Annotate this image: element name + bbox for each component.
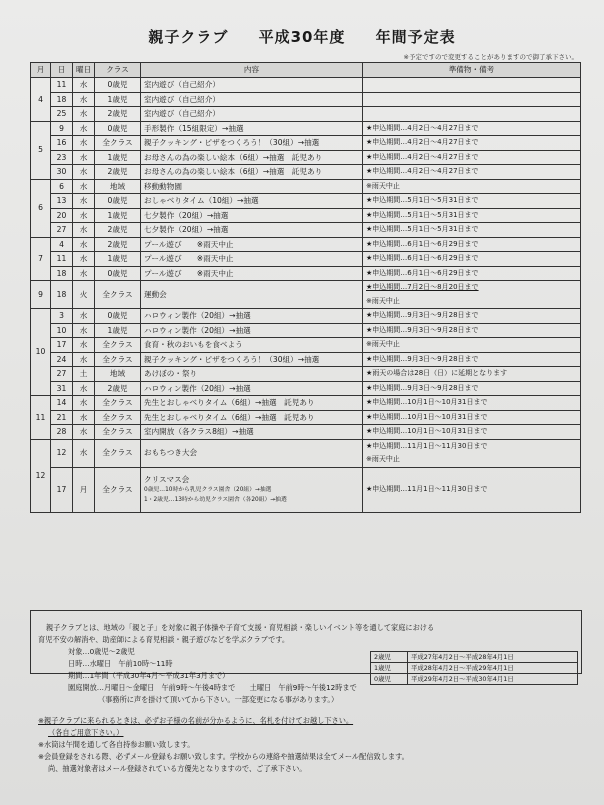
weekday-cell: 水 xyxy=(73,150,95,165)
weekday-cell: 水 xyxy=(73,439,95,467)
weekday-cell: 水 xyxy=(73,410,95,425)
day-cell: 25 xyxy=(51,107,73,122)
day-cell: 11 xyxy=(51,78,73,93)
table-row xyxy=(31,237,581,252)
class-cell: 全クラス xyxy=(95,396,141,411)
note-cell xyxy=(363,281,581,309)
class-cell: 全クラス xyxy=(95,281,141,309)
age-range: 平成28年4月2日～平成29年4月1日 xyxy=(407,663,577,674)
title-club: 親子クラブ xyxy=(148,28,229,46)
note-cell xyxy=(363,78,581,93)
table-row xyxy=(31,281,581,309)
day-cell: 28 xyxy=(51,425,73,440)
day-cell: 3 xyxy=(51,309,73,324)
class-cell: 1歳児 xyxy=(95,323,141,338)
content-cell: 室内遊び（自己紹介） xyxy=(141,78,363,93)
content-cell: あけぼの・祭り xyxy=(141,367,363,382)
content-cell: ハロウィン製作（20組）→抽選 xyxy=(141,323,363,338)
table-row xyxy=(31,223,581,238)
note-cell xyxy=(363,439,581,467)
day-cell: 18 xyxy=(51,92,73,107)
header-content: 内容 xyxy=(141,63,363,78)
table-row xyxy=(31,252,581,267)
weekday-cell: 水 xyxy=(73,338,95,353)
class-cell: 1歳児 xyxy=(95,252,141,267)
header-month: 月 xyxy=(31,63,51,78)
content-cell: おしゃべりタイム（10組）→抽選 xyxy=(141,194,363,209)
table-row xyxy=(31,107,581,122)
content-cell: ハロウィン製作（20組）→抽選 xyxy=(141,381,363,396)
table-row xyxy=(31,136,581,151)
class-cell: 地域 xyxy=(95,367,141,382)
page-title xyxy=(0,26,604,47)
table-row xyxy=(31,381,581,396)
class-cell: 0歳児 xyxy=(95,194,141,209)
table-row xyxy=(31,467,581,512)
class-cell: 2歳児 xyxy=(95,165,141,180)
content-cell: 運動会 xyxy=(141,281,363,309)
content-cell: 室内遊び（自己紹介） xyxy=(141,92,363,107)
note-line: ★申込期間…11月1日～11月30日まで xyxy=(366,441,488,450)
footer-line: 尚、抽選対象者はメール登録されている方優先となりますので、ご了承下さい。 xyxy=(48,764,307,773)
day-cell: 24 xyxy=(51,352,73,367)
table-row xyxy=(31,179,581,194)
content-cell: プール遊び ※雨天中止 xyxy=(141,237,363,252)
class-cell: 0歳児 xyxy=(95,121,141,136)
day-cell: 23 xyxy=(51,150,73,165)
weekday-cell: 土 xyxy=(73,367,95,382)
note-line: ※雨天中止 xyxy=(366,455,400,463)
content-cell: 食育・秋のおいもを食べよう xyxy=(141,338,363,353)
header-class: クラス xyxy=(95,63,141,78)
content-cell xyxy=(141,467,363,512)
day-cell: 27 xyxy=(51,367,73,382)
note-line: ★申込期間…7月2日～8月20日まで xyxy=(366,283,479,291)
content-cell: 移動動物園 xyxy=(141,179,363,194)
age-range: 平成29年4月2日～平成30年4月1日 xyxy=(407,674,577,685)
class-cell: 0歳児 xyxy=(95,266,141,281)
table-row xyxy=(31,150,581,165)
top-note: ※予定ですので変更することがありますので御了承下さい。 xyxy=(403,53,578,61)
day-cell: 10 xyxy=(51,323,73,338)
weekday-cell: 水 xyxy=(73,425,95,440)
note-cell: ★申込期間…5月1日～5月31日まで xyxy=(363,194,581,209)
month-cell: 11 xyxy=(31,396,51,440)
table-row xyxy=(31,338,581,353)
class-cell: 0歳児 xyxy=(95,309,141,324)
garden-open-line: 園庭開放…月曜日～金曜日 午前9時～午後4時まで 土曜日 午前9時～午後12時まで xyxy=(68,683,357,692)
class-cell: 2歳児 xyxy=(95,223,141,238)
class-cell: 全クラス xyxy=(95,439,141,467)
table-row xyxy=(31,92,581,107)
class-cell: 全クラス xyxy=(95,425,141,440)
day-cell: 17 xyxy=(51,338,73,353)
note-cell xyxy=(363,107,581,122)
age-row xyxy=(371,663,578,674)
description-line: 育児不安の解消や、助産師による育児相談・親子遊びなどを学ぶクラブです。 xyxy=(38,635,290,644)
day-cell: 18 xyxy=(51,266,73,281)
footer-line: ※会員登録をされる際、必ずメール登録もお願い致します。学校からの連絡や抽選結果は全てメール配信致します。 xyxy=(38,752,409,761)
content-cell: 手形製作（15組限定）→抽選 xyxy=(141,121,363,136)
weekday-cell: 水 xyxy=(73,208,95,223)
description-line: 親子クラブとは、地域の「親と子」を対象に親子体操や子育て支援・育児相談・楽しいイベント等を通して家庭における xyxy=(46,623,435,632)
footer-notes xyxy=(38,715,578,775)
class-cell: 0歳児 xyxy=(95,78,141,93)
weekday-cell: 水 xyxy=(73,323,95,338)
note-cell: ★申込期間…10月1日～10月31日まで xyxy=(363,425,581,440)
weekday-cell: 水 xyxy=(73,78,95,93)
age-range: 平成27年4月2日～平成28年4月1日 xyxy=(407,652,577,663)
table-row xyxy=(31,439,581,467)
class-cell: 全クラス xyxy=(95,467,141,512)
day-cell: 31 xyxy=(51,381,73,396)
note-cell: ★申込期間…10月1日～10月31日まで xyxy=(363,410,581,425)
note-cell: ★申込期間…5月1日～5月31日まで xyxy=(363,223,581,238)
content-cell: 親子クッキング・ピザをつくろう！（30組）→抽選 xyxy=(141,136,363,151)
weekday-cell: 水 xyxy=(73,107,95,122)
day-cell: 16 xyxy=(51,136,73,151)
age-class: 1歳児 xyxy=(371,663,408,674)
content-sub-line: 0歳児…10時から乳児クラス園舎（20組）→抽選 xyxy=(144,487,272,493)
table-row xyxy=(31,266,581,281)
content-cell: ハロウィン製作（20組）→抽選 xyxy=(141,309,363,324)
table-header-row xyxy=(31,63,581,78)
header-day: 日 xyxy=(51,63,73,78)
note-cell: ★申込期間…4月2日～4月27日まで xyxy=(363,150,581,165)
month-cell: 4 xyxy=(31,78,51,122)
content-cell: おもちつき大会 xyxy=(141,439,363,467)
table-row xyxy=(31,396,581,411)
note-cell: ★申込期間…4月2日～4月27日まで xyxy=(363,165,581,180)
age-class: 0歳児 xyxy=(371,674,408,685)
class-cell: 2歳児 xyxy=(95,107,141,122)
note-cell: ※雨天中止 xyxy=(363,338,581,353)
month-cell: 5 xyxy=(31,121,51,179)
content-cell: 七夕製作（20組）→抽選 xyxy=(141,208,363,223)
day-cell: 18 xyxy=(51,281,73,309)
note-cell xyxy=(363,92,581,107)
age-class: 2歳児 xyxy=(371,652,408,663)
day-cell: 13 xyxy=(51,194,73,209)
content-cell: お母さんの為の楽しい絵本（6組）→抽選 託児あり xyxy=(141,150,363,165)
day-cell: 21 xyxy=(51,410,73,425)
month-cell: 6 xyxy=(31,179,51,237)
header-notes: 準備物・備考 xyxy=(363,63,581,78)
class-cell: 地域 xyxy=(95,179,141,194)
class-cell: 全クラス xyxy=(95,410,141,425)
footer-line: （各自ご用意下さい。） xyxy=(48,728,124,737)
weekday-cell: 水 xyxy=(73,179,95,194)
day-cell: 9 xyxy=(51,121,73,136)
age-table xyxy=(370,651,578,685)
month-cell: 12 xyxy=(31,439,51,512)
weekday-cell: 水 xyxy=(73,92,95,107)
day-cell: 12 xyxy=(51,439,73,467)
content-cell: お母さんの為の楽しい絵本（6組）→抽選 託児あり xyxy=(141,165,363,180)
content-cell: プール遊び ※雨天中止 xyxy=(141,266,363,281)
note-line: ※雨天中止 xyxy=(366,296,400,305)
weekday-cell: 火 xyxy=(73,281,95,309)
class-cell: 1歳児 xyxy=(95,150,141,165)
note-cell: ★申込期間…9月3日～9月28日まで xyxy=(363,323,581,338)
day-cell: 6 xyxy=(51,179,73,194)
note-cell: ★申込期間…9月3日～9月28日まで xyxy=(363,381,581,396)
content-cell: 室内遊び（自己紹介） xyxy=(141,107,363,122)
weekday-cell: 水 xyxy=(73,136,95,151)
table-row xyxy=(31,208,581,223)
weekday-cell: 水 xyxy=(73,237,95,252)
day-cell: 4 xyxy=(51,237,73,252)
weekday-cell: 水 xyxy=(73,266,95,281)
footer-line: ※水筒は午間を通して各自持参お願い致します。 xyxy=(38,740,195,749)
table-row xyxy=(31,410,581,425)
weekday-cell: 水 xyxy=(73,194,95,209)
table-row xyxy=(31,194,581,209)
weekday-cell: 水 xyxy=(73,309,95,324)
class-cell: 2歳児 xyxy=(95,381,141,396)
weekday-cell: 月 xyxy=(73,467,95,512)
schedule-table xyxy=(30,62,581,513)
time-line: 日時…水曜日 午前10時～11時 xyxy=(68,659,173,668)
month-cell: 10 xyxy=(31,309,51,396)
target-line: 対象…0歳児～2歳児 xyxy=(68,647,135,656)
day-cell: 17 xyxy=(51,467,73,512)
class-cell: 全クラス xyxy=(95,352,141,367)
title-year: 平成30年度 xyxy=(258,28,346,46)
age-row xyxy=(371,674,578,685)
day-cell: 20 xyxy=(51,208,73,223)
note-cell: ★申込期間…6月1日～6月29日まで xyxy=(363,266,581,281)
note-cell: ★申込期間…6月1日～6月29日まで xyxy=(363,252,581,267)
period-line: 期間…1年間（平成30年4月～平成31年3月まで） xyxy=(68,671,230,680)
table-row xyxy=(31,165,581,180)
weekday-cell: 水 xyxy=(73,396,95,411)
month-cell: 7 xyxy=(31,237,51,281)
note-cell: ※雨天中止 xyxy=(363,179,581,194)
content-main: クリスマス会 xyxy=(144,475,190,484)
day-cell: 30 xyxy=(51,165,73,180)
content-cell: 先生とおしゃべりタイム（6組）→抽選 託児あり xyxy=(141,396,363,411)
class-cell: 1歳児 xyxy=(95,208,141,223)
note-cell: ★申込期間…9月3日～9月28日まで xyxy=(363,309,581,324)
office-note-line: （事務所に声を掛けて頂いてから下さい。一部変更になる事があります。） xyxy=(98,695,339,704)
content-cell: 親子クッキング・ピザをつくろう！（30組）→抽選 xyxy=(141,352,363,367)
day-cell: 27 xyxy=(51,223,73,238)
weekday-cell: 水 xyxy=(73,121,95,136)
class-cell: 全クラス xyxy=(95,338,141,353)
content-cell: 室内開放（各クラス8組）→抽選 xyxy=(141,425,363,440)
month-cell: 9 xyxy=(31,281,51,309)
table-row xyxy=(31,323,581,338)
note-cell: ★申込期間…4月2日～4月27日まで xyxy=(363,136,581,151)
day-cell: 14 xyxy=(51,396,73,411)
class-cell: 全クラス xyxy=(95,136,141,151)
footer-line: ※親子クラブに来られるときは、必ずお子様の名前が分かるように、名札を付けてお越し下さい。 xyxy=(38,716,354,725)
table-row xyxy=(31,78,581,93)
note-cell: ★申込期間…10月1日～10月31日まで xyxy=(363,396,581,411)
note-cell: ★申込期間…11月1日～11月30日まで xyxy=(363,467,581,512)
weekday-cell: 水 xyxy=(73,252,95,267)
note-cell: ★申込期間…5月1日～5月31日まで xyxy=(363,208,581,223)
weekday-cell: 水 xyxy=(73,381,95,396)
weekday-cell: 水 xyxy=(73,223,95,238)
age-row xyxy=(371,652,578,663)
table-row xyxy=(31,367,581,382)
note-cell: ★雨天の場合は28日（日）に延期となります xyxy=(363,367,581,382)
content-sub-line: 1・2歳児…13時から幼児クラス園舎（各20組）→抽選 xyxy=(144,497,287,503)
header-weekday: 曜日 xyxy=(73,63,95,78)
weekday-cell: 水 xyxy=(73,352,95,367)
note-cell: ★申込期間…9月3日～9月28日まで xyxy=(363,352,581,367)
class-cell: 2歳児 xyxy=(95,237,141,252)
content-cell: プール遊び ※雨天中止 xyxy=(141,252,363,267)
table-row xyxy=(31,309,581,324)
content-cell: 先生とおしゃべりタイム（6組）→抽選 託児あり xyxy=(141,410,363,425)
note-cell: ★申込期間…6月1日～6月29日まで xyxy=(363,237,581,252)
table-row xyxy=(31,425,581,440)
title-schedule: 年間予定表 xyxy=(375,28,456,46)
day-cell: 11 xyxy=(51,252,73,267)
table-row xyxy=(31,121,581,136)
note-cell: ★申込期間…4月2日～4月27日まで xyxy=(363,121,581,136)
table-row xyxy=(31,352,581,367)
weekday-cell: 水 xyxy=(73,165,95,180)
class-cell: 1歳児 xyxy=(95,92,141,107)
content-cell: 七夕製作（20組）→抽選 xyxy=(141,223,363,238)
